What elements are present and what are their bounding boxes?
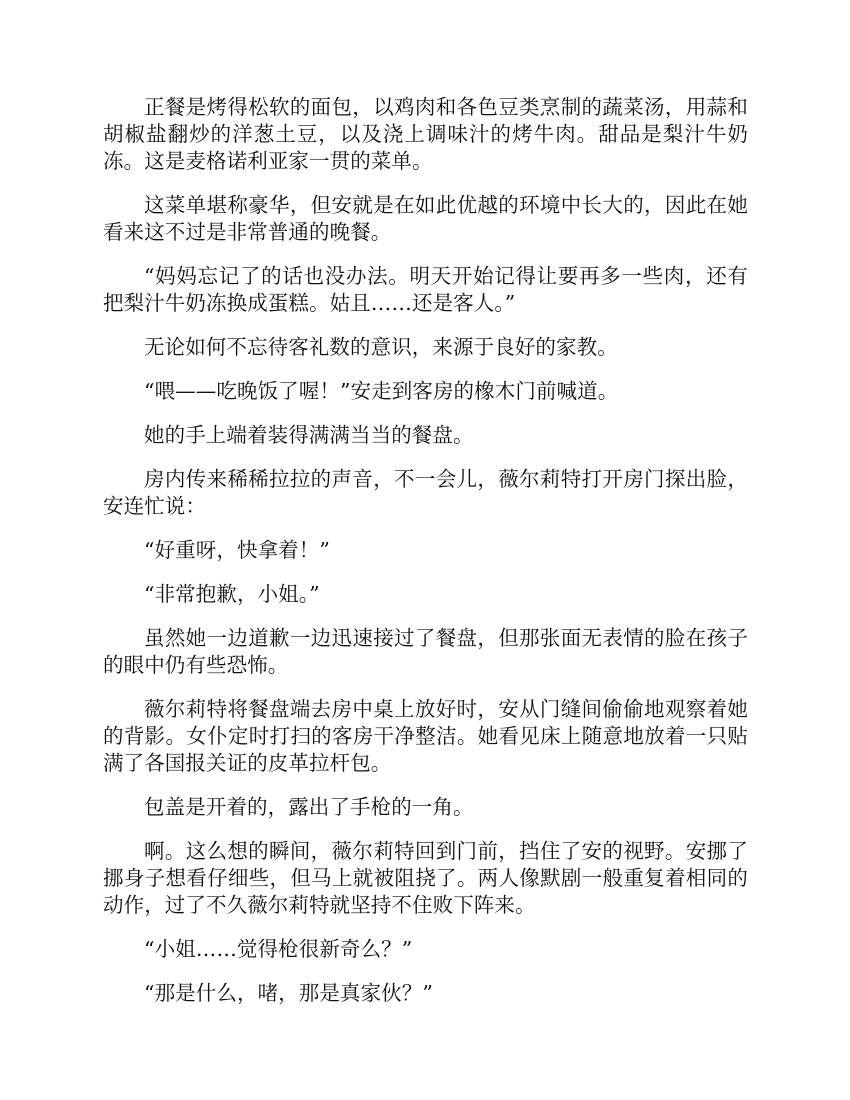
paragraph-1: 正餐是烤得松软的面包，以鸡肉和各色豆类烹制的蔬菜汤，用蒜和胡椒盐翻炒的洋葱土豆，以及浇上调味汁的烤牛肉。甜品是梨汁牛奶冻。这是麦格诺利亚家一贯的菜单。 [103, 95, 748, 173]
paragraph-6: 她的手上端着装得满满当当的餐盘。 [144, 423, 474, 447]
paragraph-3: “妈妈忘记了的话也没办法。明天开始记得让要再多一些肉，还有把梨汁牛奶冻换成蛋糕。姑且……还是客人。” [103, 264, 748, 315]
paragraph-14: “小姐……觉得枪很新奇么？” [144, 937, 413, 961]
paragraph-10: 虽然她一边道歉一边迅速接过了餐盘，但那张面无表情的脸在孩子的眼中仍有些恐怖。 [103, 626, 748, 677]
document-page [103, 94, 748, 1024]
paragraph-8: “好重呀，快拿着！” [144, 538, 330, 562]
paragraph-4: 无论如何不忘待客礼数的意识，来源于良好的家教。 [144, 335, 618, 359]
paragraph-13: 啊。这么想的瞬间，薇尔莉特回到门前，挡住了安的视野。安挪了挪身子想看仔细些，但马上就被阻挠了。两人像默剧一般重复着相同的动作，过了不久薇尔莉特就坚持不住败下阵来。 [103, 839, 748, 917]
paragraph-12: 包盖是开着的，露出了手枪的一角。 [144, 795, 474, 819]
paragraph-2: 这菜单堪称豪华，但安就是在如此优越的环境中长大的，因此在她看来这不过是非常普通的晚餐。 [103, 193, 748, 244]
paragraph-15: “那是什么，啫，那是真家伙？” [144, 981, 433, 1005]
paragraph-7: 房内传来稀稀拉拉的声音，不一会儿，薇尔莉特打开房门探出脸，安连忙说： [103, 467, 748, 518]
paragraph-9: “非常抱歉，小姐。” [144, 582, 320, 606]
paragraph-5: “喂——吃晚饭了喔！”安走到客房的橡木门前喊道。 [144, 379, 619, 403]
paragraph-11: 薇尔莉特将餐盘端去房中桌上放好时，安从门缝间偷偷地观察着她的背影。女仆定时打扫的客房干净整洁。她看见床上随意地放着一只贴满了各国报关证的皮革拉杆包。 [103, 697, 748, 775]
